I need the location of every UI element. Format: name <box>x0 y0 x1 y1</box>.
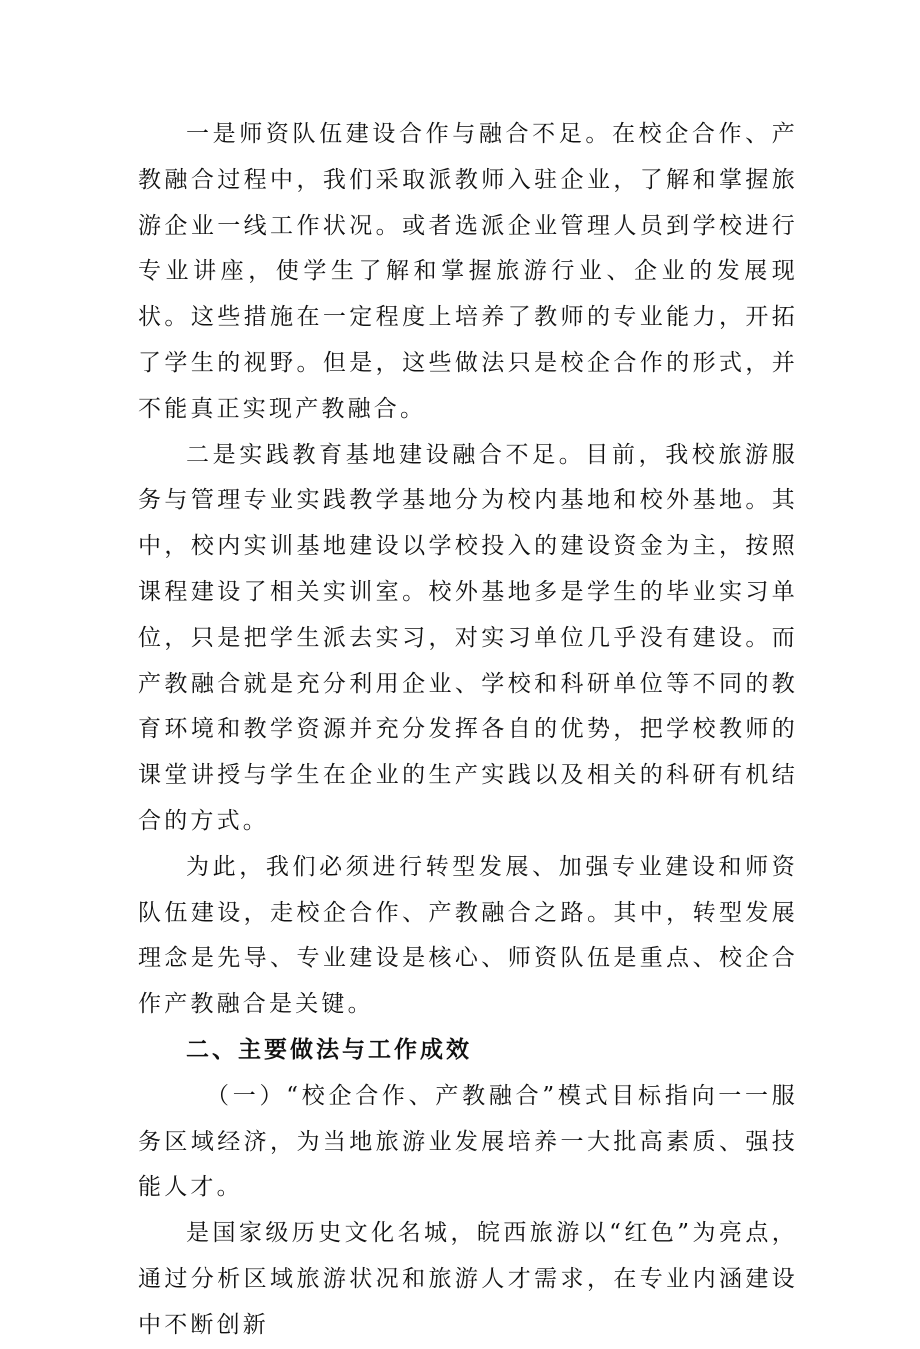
paragraph-teacher-team: 一是师资队伍建设合作与融合不足。在校企合作、产教融合过程中，我们采取派教师入驻企业，了解和掌握旅游企业一线工作状况。或者选派企业管理人员到学校进行专业讲座，使学生了解和掌握旅游行业、企业的发展现状。这些措施在一定程度上培养了教师的专业能力，开拓了学生的视野。但是，这些做法只是校企合作的形式，并不能真正实现产教融合。 <box>138 121 798 422</box>
paragraph-regional-tourism: 是国家级历史文化名城，皖西旅游以“红色”为亮点，通过分析区域旅游状况和旅游人才需求，在专业内涵建设中不断创新 <box>138 1220 798 1338</box>
document-body <box>138 112 798 1349</box>
subsection-heading: （一）“校企合作、产教融合”模式目标指向一一服务区域经济，为当地旅游业发展培养一大批高素质、强技能人才。 <box>138 1082 798 1201</box>
paragraph-practice-base: 二是实践教育基地建设融合不足。目前，我校旅游服务与管理专业实践教学基地分为校内基地和校外基地。其中，校内实训基地建设以学校投入的建设资金为主，按照课程建设了相关实训室。校外基地多是学生的毕业实习单位，只是把学生派去实习，对实习单位几乎没有建设。而产教融合就是充分利用企业、学校和科研单位等不同的教育环境和教学资源并充分发挥各自的优势，把学校教师的课堂讲授与学生在企业的生产实践以及相关的科研有机结合的方式。 <box>138 441 798 834</box>
paragraph-transformation: 为此，我们必须进行转型发展、加强专业建设和师资队伍建设，走校企合作、产教融合之路。其中，转型发展理念是先导、专业建设是核心、师资队伍是重点、校企合作产教融合是关键。 <box>138 853 798 1018</box>
section-heading: 二、主要做法与工作成效 <box>186 1036 472 1063</box>
